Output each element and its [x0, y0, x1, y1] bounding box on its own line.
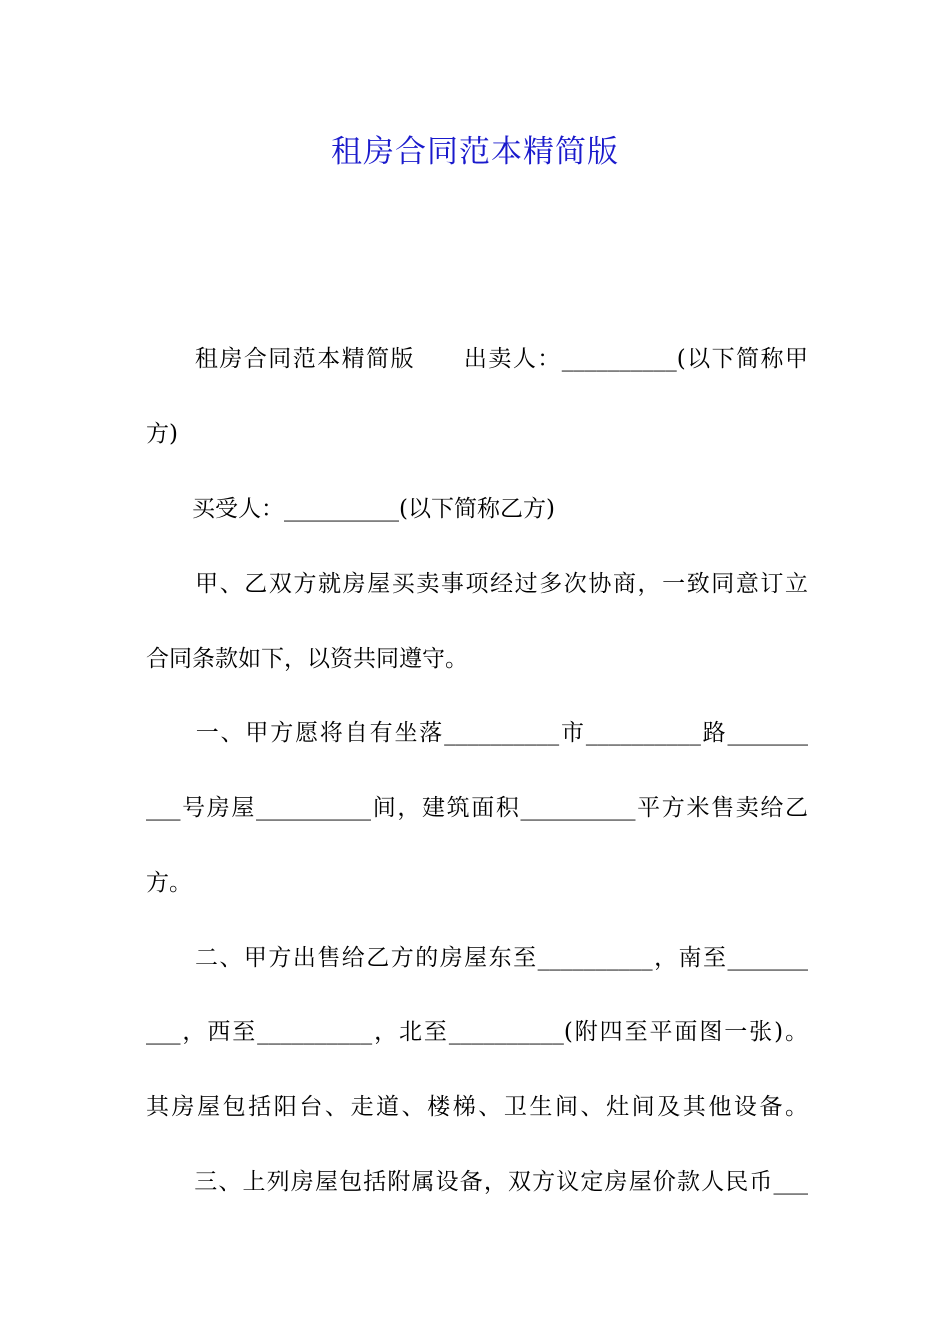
paragraph-line: 甲、乙双方就房屋买卖事项经过多次协商，一致同意订立 — [146, 571, 808, 597]
paragraph-line: 合同条款如下，以资共同遵守。 — [146, 646, 468, 672]
paragraph-line: 买受人：__________(以下简称乙方) — [146, 496, 555, 522]
paragraph-line: 方) — [146, 421, 178, 447]
paragraph-line: 其房屋包括阳台、走道、楼梯、卫生间、灶间及其他设备。 — [146, 1094, 808, 1120]
document-title: 租房合同范本精简版 — [331, 134, 619, 170]
paragraph-line: ___号房屋__________间，建筑面积__________平方米售卖给乙 — [146, 795, 808, 821]
paragraph-line: ___，西至__________，北至__________(附四至平面图一张)。 — [146, 1019, 808, 1045]
paragraph-line: 租房合同范本精简版 出卖人：__________(以下简称甲 — [146, 346, 808, 372]
paragraph-line: 二、甲方出售给乙方的房屋东至__________，南至_______ — [146, 945, 808, 971]
paragraph-line: 三、上列房屋包括附属设备，双方议定房屋价款人民币___ — [146, 1169, 808, 1195]
paragraph-line: 一、甲方愿将自有坐落__________市__________路_______ — [146, 720, 808, 746]
paragraph-line: 方。 — [146, 870, 192, 896]
